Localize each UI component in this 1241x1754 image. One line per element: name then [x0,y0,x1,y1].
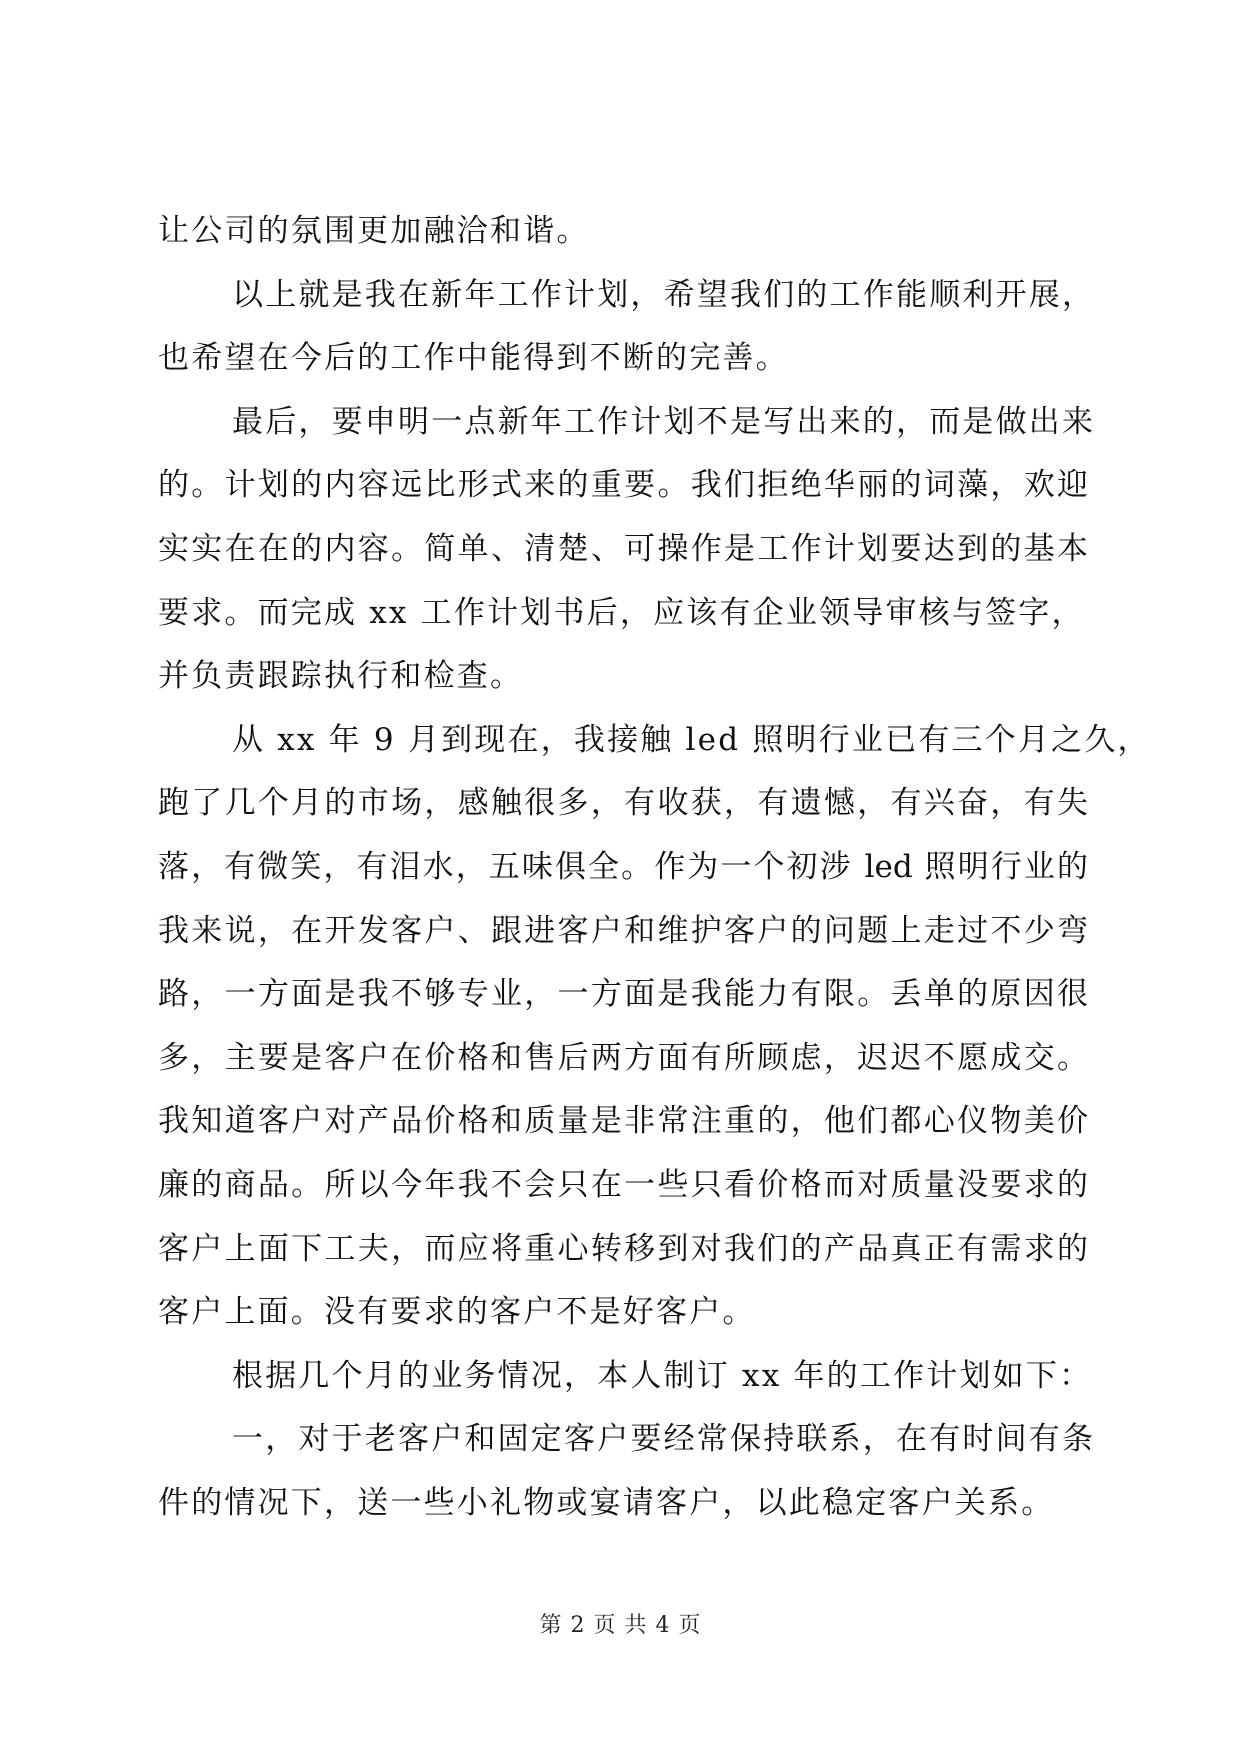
text-line: 廉的商品。所以今年我不会只在一些只看价格而对质量没要求的 [158,1166,1088,1203]
text-line: 落，有微笑，有泪水，五味俱全。作为一个初涉 led 照明行业的 [158,848,1088,885]
text-line: 我知道客户对产品价格和质量是非常注重的，他们都心仪物美价 [158,1103,1088,1140]
text-line: 多，主要是客户在价格和售后两方面有所顾虑，迟迟不愿成交。 [158,1039,1088,1076]
text-line: 一，对于老客户和固定客户要经常保持联系，在有时间有条 [232,1421,1096,1458]
text-line: 跑了几个月的市场，感触很多，有收获，有遗憾，有兴奋，有失 [158,785,1088,822]
text-line: 要求。而完成 xx 工作计划书后，应该有企业领导审核与签字， [158,594,1085,631]
text-line: 也希望在今后的工作中能得到不断的完善。 [158,340,789,377]
document-body [158,200,1151,1535]
text-line: 并负责跟踪执行和检查。 [158,658,524,695]
text-line: 以上就是我在新年工作计划，希望我们的工作能顺利开展， [232,276,1096,313]
page-number-footer: 第 2 页 共 4 页 [539,1613,702,1638]
text-line: 实实在在的内容。简单、清楚、可操作是工作计划要达到的基本 [158,530,1088,567]
text-line: 的。计划的内容远比形式来的重要。我们拒绝华丽的词藻，欢迎 [158,467,1088,504]
text-line: 让公司的氛围更加融洽和谐。 [158,213,590,249]
text-line: 最后，要申明一点新年工作计划不是写出来的，而是做出来 [232,403,1096,440]
text-line: 客户上面。没有要求的客户不是好客户。 [158,1294,756,1331]
text-line: 根据几个月的业务情况，本人制订 xx 年的工作计划如下： [232,1357,1093,1394]
text-line: 路，一方面是我不够专业，一方面是我能力有限。丢单的原因很 [158,976,1088,1013]
text-line: 从 xx 年 9 月到现在，我接触 led 照明行业已有三个月之久， [232,721,1151,758]
text-line: 客户上面下工夫，而应将重心转移到对我们的产品真正有需求的 [158,1230,1088,1267]
text-line: 我来说，在开发客户、跟进客户和维护客户的问题上走过不少弯 [158,912,1088,949]
text-line: 件的情况下，送一些小礼物或宴请客户，以此稳定客户关系。 [158,1484,1055,1521]
